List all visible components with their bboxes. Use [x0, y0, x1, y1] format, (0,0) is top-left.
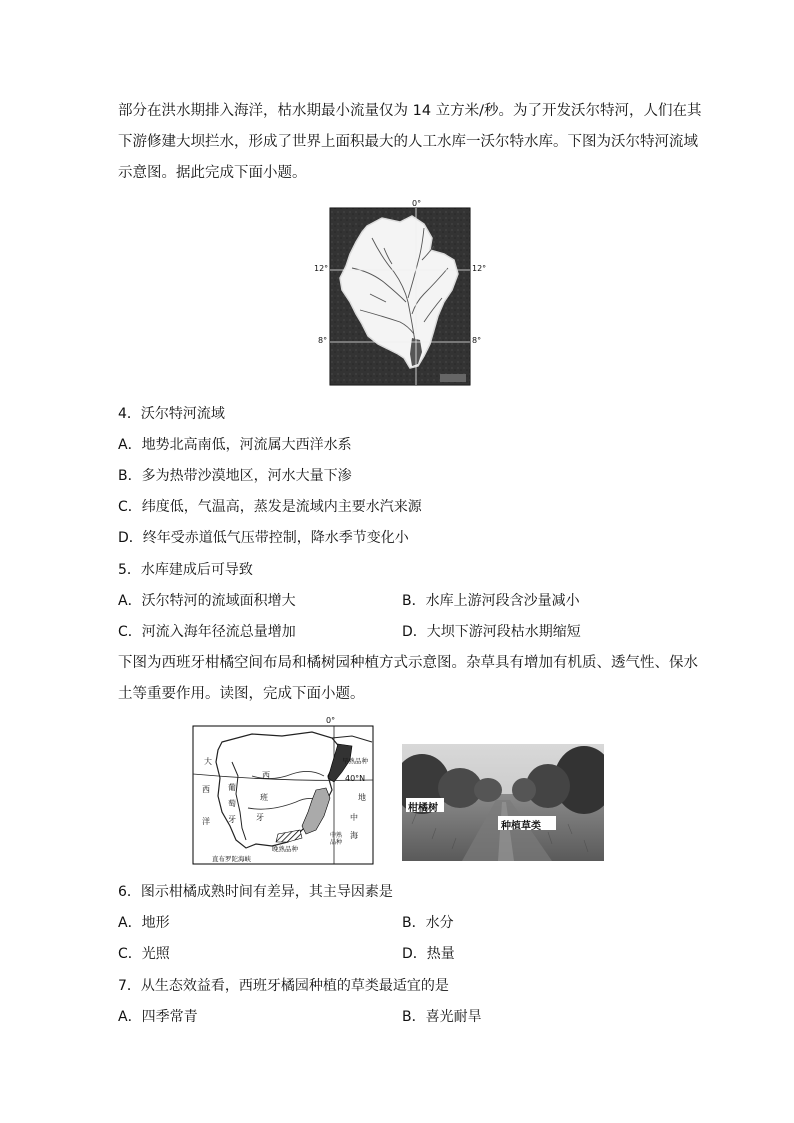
q5-option-b: B．水库上游河段含沙量减小	[402, 593, 580, 609]
atlantic-label-1: 大	[204, 757, 212, 766]
map1-lon-label: 0°	[412, 199, 422, 208]
portugal-label-1: 葡	[228, 783, 236, 792]
late-variety-label: 晚熟品种	[272, 845, 298, 853]
q6-option-c: C．光照	[118, 946, 170, 962]
volta-basin-map	[312, 198, 492, 388]
med-label-3: 海	[350, 831, 358, 840]
portugal-label-3: 牙	[228, 815, 236, 824]
q6-option-a: A．地形	[118, 915, 170, 931]
med-label-1: 地	[358, 793, 366, 802]
q4-stem: 4．沃尔特河流域	[118, 406, 225, 422]
orchard-photo	[402, 744, 604, 861]
q5-option-d: D．大坝下游河段枯水期缩短	[402, 624, 581, 640]
map1-lat12-right: 12°	[472, 264, 487, 273]
q4-option-b: B．多为热带沙漠地区，河水大量下渗	[118, 468, 352, 484]
q6-option-b: B．水分	[402, 915, 454, 931]
portugal-label-2: 萄	[228, 799, 236, 808]
q5-stem: 5．水库建成后可导致	[118, 562, 253, 578]
q5-option-a: A．沃尔特河的流域面积增大	[118, 593, 296, 609]
q4-option-c: C．纬度低，气温高，蒸发是流域内主要水汽来源	[118, 499, 422, 515]
map2-lon-label: 0°	[326, 716, 336, 725]
mid-variety-label: 中熟品种	[330, 832, 343, 846]
q4-option-d: D．终年受赤道低气压带控制，降水季节变化小	[118, 530, 409, 546]
q6-option-d: D．热量	[402, 946, 455, 962]
early-variety-label: 早熟品种	[342, 757, 368, 765]
intro2-line-1: 下图为西班牙柑橘空间布局和橘树园种植方式示意图。杂草具有增加有机质、透气性、保水	[118, 655, 698, 671]
intro-line-1: 部分在洪水期排入海洋，枯水期最小流量仅为 14 立方米/秒。为了开发沃尔特河，人们在其	[118, 103, 702, 119]
intro-line-3: 示意图。据此完成下面小题。	[118, 165, 307, 181]
orange-tree-label: 柑橘树	[408, 803, 438, 814]
spain-label-2: 班	[260, 793, 268, 802]
q7-option-a: A．四季常青	[118, 1009, 198, 1025]
map1-lat8-right: 8°	[472, 336, 482, 345]
spain-citrus-map	[192, 716, 376, 866]
q7-stem: 7．从生态效益看，西班牙橘园种植的草类最适宜的是	[118, 978, 449, 994]
map1-lat8-left: 8°	[318, 336, 328, 345]
q4-option-a: A．地势北高南低，河流属大西洋水系	[118, 437, 352, 453]
med-label-2: 中	[350, 813, 358, 822]
intro2-line-2: 土等重要作用。读图，完成下面小题。	[118, 686, 365, 702]
map2-lat-label: 40°N	[345, 774, 366, 783]
q5-option-c: C．河流入海年径流总量增加	[118, 624, 296, 640]
volta-basin-map-svg	[312, 198, 492, 388]
grass-label: 种植草类	[501, 821, 541, 832]
atlantic-label-3: 洋	[202, 817, 210, 826]
spain-label-3: 牙	[256, 813, 264, 822]
map1-lat12-left: 12°	[314, 264, 329, 273]
intro-line-2: 下游修建大坝拦水，形成了世界上面积最大的人工水库一沃尔特水库。下图为沃尔特河流域	[118, 134, 698, 150]
gibraltar-label: 直布罗陀海峡	[212, 855, 251, 863]
spain-label-1: 西	[262, 771, 270, 780]
q6-stem: 6．图示柑橘成熟时间有差异，其主导因素是	[118, 884, 393, 900]
atlantic-label-2: 西	[202, 785, 210, 794]
q7-option-b: B．喜光耐旱	[402, 1009, 482, 1025]
